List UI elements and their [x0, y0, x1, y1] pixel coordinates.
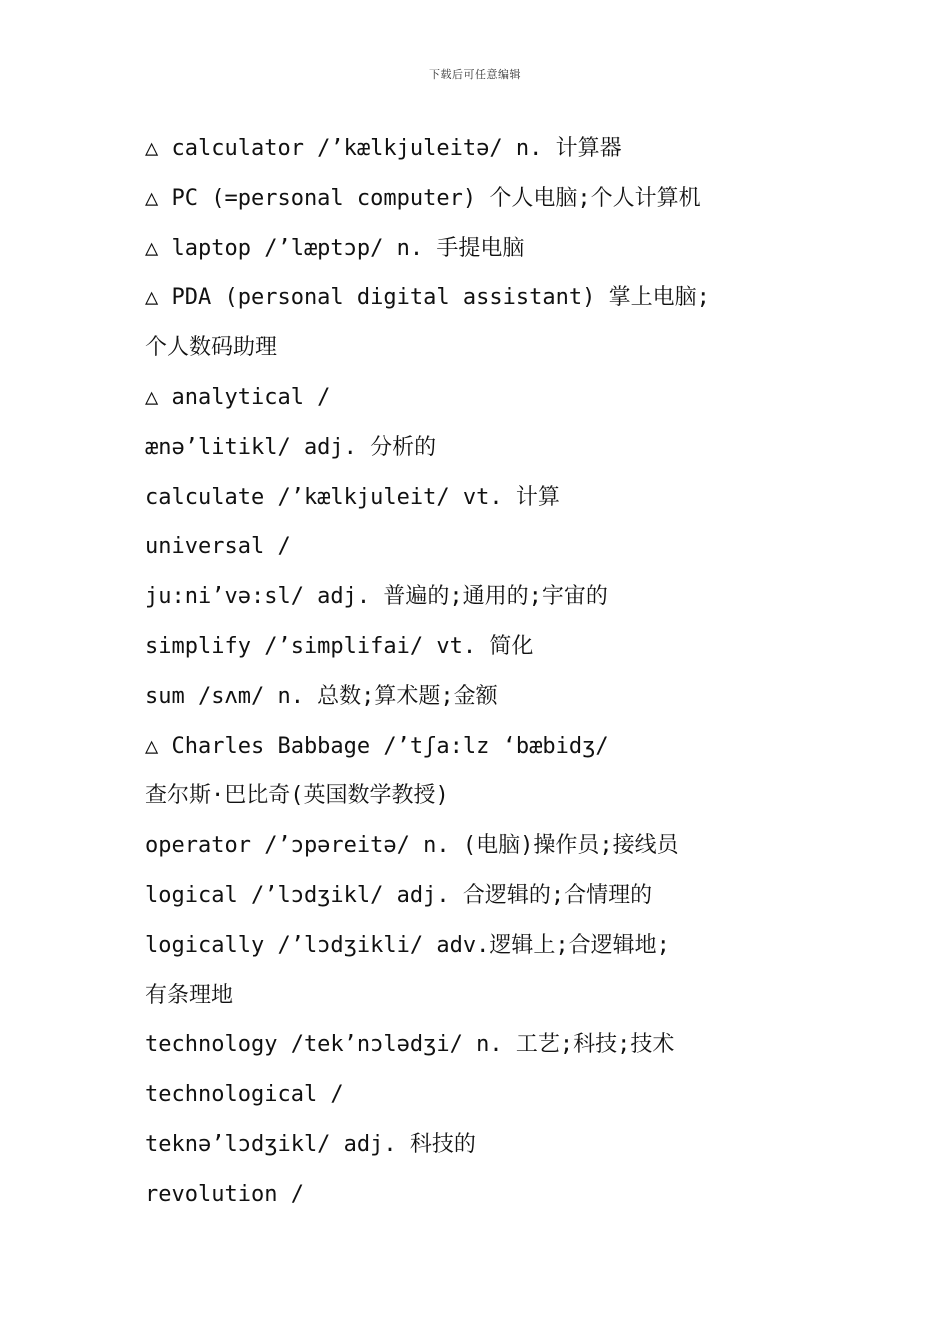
vocab-line-technology: technology /tek’nɔlədʒi/ n. 工艺;科技;技术 — [145, 1032, 675, 1058]
vocab-line-logically: logically /’lɔdʒikli/ adv.逻辑上;合逻辑地; — [145, 932, 670, 958]
vocab-line-analytical-continued: ænə’litikl/ adj. 分析的 — [145, 434, 437, 460]
vocab-line-calculator: △ calculator /’kælkjuleitə/ n. 计算器 — [145, 136, 622, 161]
vocab-line-calculate: calculate /’kælkjuleit/ vt. 计算 — [145, 484, 560, 510]
vocab-line-pc: △ PC (=personal computer) 个人电脑;个人计算机 — [145, 185, 701, 211]
vocab-line-technological-continued: teknə’lɔdʒikl/ adj. 科技的 — [145, 1131, 476, 1157]
vocab-line-laptop: △ laptop /’læptɔp/ n. 手提电脑 — [145, 235, 525, 261]
vocab-line-charles-babbage-continued: 查尔斯·巴比奇(英国数学教授) — [145, 783, 449, 809]
vocab-line-simplify: simplify /’simplifai/ vt. 简化 — [145, 633, 534, 659]
vocab-line-analytical: △ analytical / — [145, 384, 331, 410]
vocab-line-technological: technological / — [145, 1082, 344, 1108]
vocab-line-universal-continued: ju:ni’və:sl/ adj. 普遍的;通用的;宇宙的 — [145, 584, 608, 610]
vocab-line-operator: operator /’ɔpəreitə/ n. (电脑)操作员;接线员 — [145, 833, 679, 859]
vocabulary-list — [145, 130, 845, 1226]
vocab-line-sum: sum /sʌm/ n. 总数;算术题;金额 — [145, 683, 498, 709]
vocab-line-logical: logical /’lɔdʒikl/ adj. 合逻辑的;合情理的 — [145, 882, 653, 908]
vocab-line-universal: universal / — [145, 534, 291, 560]
vocab-line-pda: △ PDA (personal digital assistant) 掌上电脑; — [145, 285, 710, 311]
vocab-line-charles-babbage: △ Charles Babbage /’tʃa:lz ‘bæbidʒ/ — [145, 733, 609, 759]
page-header: 下载后可任意编辑 — [429, 68, 521, 81]
vocab-line-pda-continued: 个人数码助理 — [145, 335, 278, 361]
vocab-line-logically-continued: 有条理地 — [145, 982, 234, 1008]
vocab-line-revolution: revolution / — [145, 1181, 304, 1207]
